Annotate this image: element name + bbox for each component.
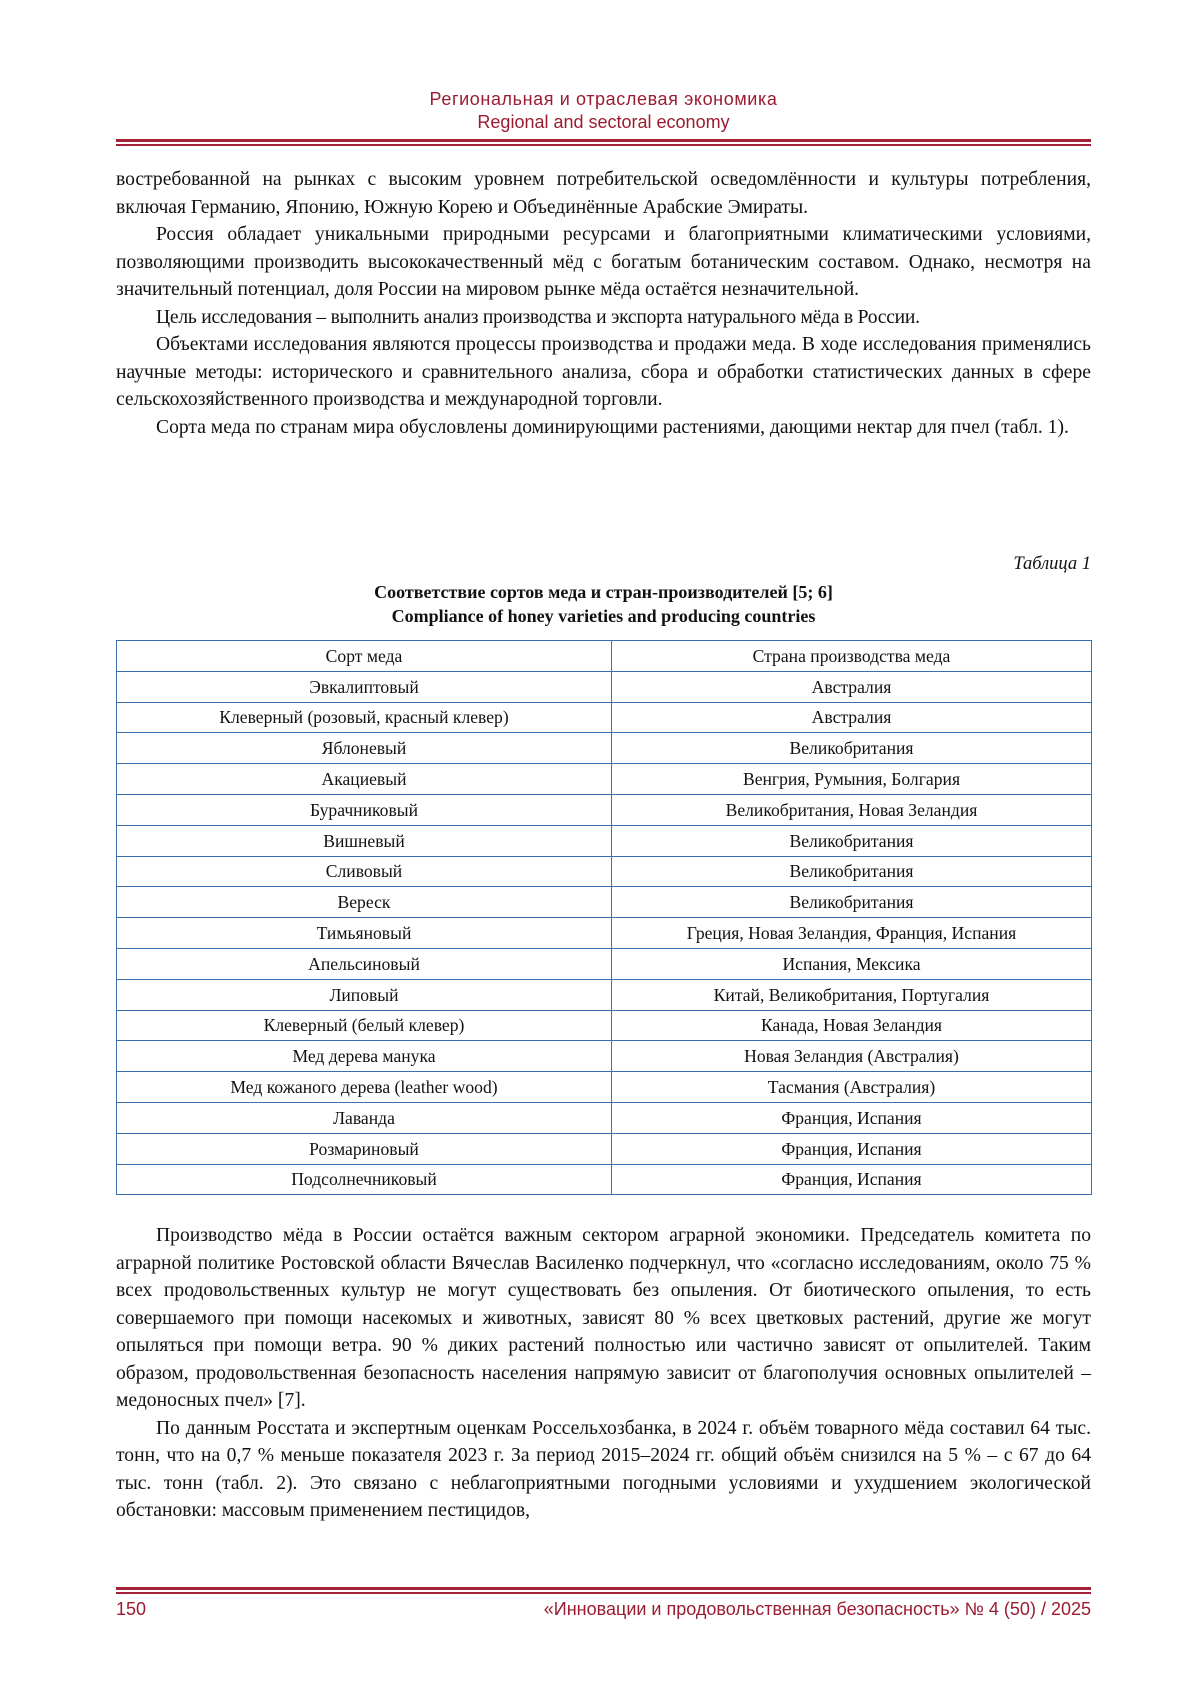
header-title-ru: Региональная и отраслевая экономика bbox=[429, 89, 778, 109]
producing-country-cell: Великобритания, Новая Зеландия bbox=[612, 794, 1092, 825]
header-rule-thick bbox=[116, 139, 1091, 142]
table-row bbox=[117, 702, 1092, 733]
honey-variety-cell: Подсолнечниковый bbox=[117, 1164, 612, 1195]
honey-variety-cell: Бурачниковый bbox=[117, 794, 612, 825]
honey-variety-cell: Эвкалиптовый bbox=[117, 671, 612, 702]
producing-country-cell: Новая Зеландия (Австралия) bbox=[612, 1041, 1092, 1072]
producing-country-cell: Великобритания bbox=[612, 733, 1092, 764]
table-row bbox=[117, 856, 1092, 887]
honey-variety-cell: Апельсиновый bbox=[117, 948, 612, 979]
paragraph-continuation: востребованной на рынках с высоким уровнем потребительской осведомлённости и культуры потребления, включая Германию, Японию, Южную Корею и Объединённые Арабские Эмираты. bbox=[116, 169, 1091, 218]
table-row bbox=[117, 887, 1092, 918]
table-title-ru: Соответствие сортов меда и стран-производителей [5; 6] bbox=[374, 582, 833, 602]
paragraph-russia-resources: Россия обладает уникальными природными ресурсами и благоприятными климатическими условиями, позволяющими производить высококачественный мёд с богатым ботаническим составом. Однако, несмотря на значительный потенциал, доля России на мировом рынке мёда остаётся незначительной. bbox=[116, 224, 1091, 300]
producing-country-cell: Австралия bbox=[612, 671, 1092, 702]
producing-country-cell: Австралия bbox=[612, 702, 1092, 733]
honey-variety-cell: Вереск bbox=[117, 887, 612, 918]
table-row bbox=[117, 918, 1092, 949]
table-title-en: Compliance of honey varieties and producing countries bbox=[391, 606, 816, 626]
honey-variety-cell: Мед кожаного дерева (leather wood) bbox=[117, 1072, 612, 1103]
producing-country-cell: Тасмания (Австралия) bbox=[612, 1072, 1092, 1103]
table-row bbox=[117, 733, 1092, 764]
honey-variety-cell: Розмариновый bbox=[117, 1133, 612, 1164]
honey-variety-cell: Яблоневый bbox=[117, 733, 612, 764]
producing-country-cell: Китай, Великобритания, Португалия bbox=[612, 979, 1092, 1010]
honey-variety-cell: Сливовый bbox=[117, 856, 612, 887]
producing-country-cell: Франция, Испания bbox=[612, 1164, 1092, 1195]
table-row bbox=[117, 1041, 1092, 1072]
body-text-bottom bbox=[116, 1222, 1091, 1525]
table-row bbox=[117, 1164, 1092, 1195]
table-row bbox=[117, 794, 1092, 825]
paragraph-rosstat-data: По данным Росстата и экспертным оценкам Россельхозбанка, в 2024 г. объём товарного мёда составил 64 тыс. тонн, что на 0,7 % меньше показателя 2023 г. За период 2015–2024 гг. общий объём снизился на 5 % – с 67 до 64 тыс. тонн (табл. 2). Это связано с неблагоприятными погодными условиями и ухудшением экологической обстановки: массовым применением пестицидов, bbox=[116, 1417, 1091, 1521]
table-row bbox=[117, 764, 1092, 795]
paragraph-research-goal: Цель исследования – выполнить анализ производства и экспорта натурального мёда в России. bbox=[156, 306, 920, 328]
producing-country-cell: Канада, Новая Зеландия bbox=[612, 1010, 1092, 1041]
table-title bbox=[116, 580, 1091, 628]
footer-rule-thick bbox=[116, 1587, 1091, 1590]
paragraph-research-objects: Объектами исследования являются процессы производства и продажи меда. В ходе исследования применялись научные методы: исторического и сравнительного анализа, сбора и обработки статистических данных в сфере сельскохозяйственного производства и международной торговли. bbox=[116, 334, 1091, 410]
table-row bbox=[117, 979, 1092, 1010]
honey-varieties-table bbox=[116, 640, 1092, 1195]
table-row bbox=[117, 825, 1092, 856]
table-label: Таблица 1 bbox=[1013, 554, 1091, 574]
table-header-cell: Страна производства меда bbox=[612, 641, 1092, 672]
producing-country-cell: Великобритания bbox=[612, 825, 1092, 856]
header-title-en: Regional and sectoral economy bbox=[477, 112, 730, 132]
honey-variety-cell: Липовый bbox=[117, 979, 612, 1010]
table-header-row bbox=[117, 641, 1092, 672]
table-header-cell: Сорт меда bbox=[117, 641, 612, 672]
honey-variety-cell: Вишневый bbox=[117, 825, 612, 856]
header-rule-thin bbox=[116, 144, 1091, 146]
footer-rule-thin bbox=[116, 1592, 1091, 1594]
honey-variety-cell: Мед дерева манука bbox=[117, 1041, 612, 1072]
honey-variety-cell: Лаванда bbox=[117, 1102, 612, 1133]
producing-country-cell: Венгрия, Румыния, Болгария bbox=[612, 764, 1092, 795]
producing-country-cell: Франция, Испания bbox=[612, 1102, 1092, 1133]
running-header bbox=[116, 88, 1091, 134]
producing-country-cell: Великобритания bbox=[612, 856, 1092, 887]
producing-country-cell: Франция, Испания bbox=[612, 1133, 1092, 1164]
producing-country-cell: Греция, Новая Зеландия, Франция, Испания bbox=[612, 918, 1092, 949]
honey-variety-cell: Клеверный (белый клевер) bbox=[117, 1010, 612, 1041]
table-row bbox=[117, 1102, 1092, 1133]
table-row bbox=[117, 1072, 1092, 1103]
paragraph-honey-production: Производство мёда в России остаётся важным сектором аграрной экономики. Председатель комитета по аграрной политике Ростовской области Вячеслав Василенко подчеркнул, что «согласно исследованиям, около 75 % всех продовольственных культур не могут существовать без опыления. От биотического опыления, то есть совершаемого при помощи насекомых и животных, зависят 80 % всех цветковых растений, другие же могут опыляться при помощи ветра. 90 % диких растений полностью или частично зависят от опылителей. Таким образом, продовольственная безопасность населения напрямую зависит от благополучия основных опылителей – медоносных пчел» [7]. bbox=[116, 1225, 1091, 1411]
honey-variety-cell: Тимьяновый bbox=[117, 918, 612, 949]
honey-variety-cell: Клеверный (розовый, красный клевер) bbox=[117, 702, 612, 733]
producing-country-cell: Испания, Мексика bbox=[612, 948, 1092, 979]
table-row bbox=[117, 1133, 1092, 1164]
page-number: 150 bbox=[116, 1599, 147, 1619]
table-row bbox=[117, 671, 1092, 702]
honey-variety-cell: Акациевый bbox=[117, 764, 612, 795]
producing-country-cell: Великобритания bbox=[612, 887, 1092, 918]
journal-name: «Инновации и продовольственная безопасность» № 4 (50) / 2025 bbox=[543, 1599, 1091, 1619]
body-text-top bbox=[116, 166, 1091, 441]
paragraph-honey-varieties: Сорта меда по странам мира обусловлены доминирующими растениями, дающими нектар для пчел (табл. 1). bbox=[156, 416, 1069, 438]
table-row bbox=[117, 948, 1092, 979]
table-row bbox=[117, 1010, 1092, 1041]
